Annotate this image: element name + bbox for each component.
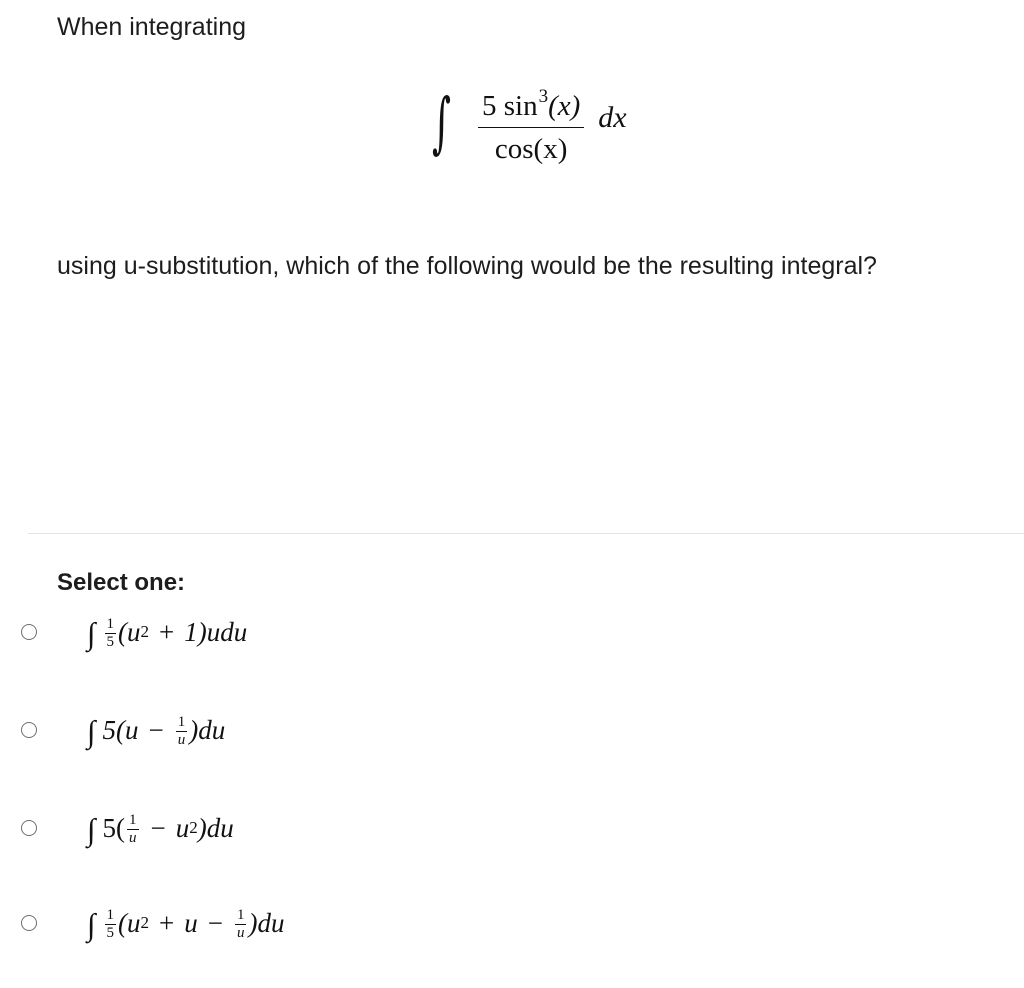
option-c-fraction-num: 1 — [129, 811, 137, 828]
option-b-lead: 5(u — [102, 714, 139, 745]
radio-button-a[interactable] — [21, 624, 37, 640]
option-a-fraction-den: 5 — [106, 633, 114, 650]
option-c-lead: 5( — [102, 812, 125, 843]
option-c-mid: u — [175, 812, 190, 843]
option-b-expression — [87, 712, 225, 748]
integral-expression — [432, 78, 627, 168]
option-d-fraction-1 — [105, 908, 117, 941]
option-a-open: (u — [118, 616, 141, 647]
option-b-fraction-den: u — [177, 731, 186, 748]
option-c-fraction-den: u — [129, 829, 137, 846]
option-c-integral-sign: ∫ — [87, 812, 96, 847]
option-d-fraction-2 — [235, 908, 247, 941]
section-divider — [28, 533, 1024, 534]
answer-option-c[interactable] — [21, 806, 234, 850]
option-c-expression — [87, 810, 234, 846]
question-prompt: using u-substitution, which of the following would be the resulting integral? — [57, 252, 877, 280]
option-c-operator: − — [150, 812, 166, 843]
question-intro: When integrating — [57, 13, 247, 41]
option-d-fraction-2-den: u — [236, 924, 245, 941]
option-d-tail: )du — [248, 907, 285, 938]
integral-sign: ∫ — [432, 84, 451, 161]
option-d-fraction-1-num: 1 — [106, 906, 114, 923]
integrand-fraction — [478, 80, 584, 166]
answer-option-b[interactable] — [21, 708, 225, 752]
differential: dx — [598, 101, 627, 134]
option-a-integral-sign: ∫ — [87, 616, 96, 651]
option-d-open: (u — [118, 907, 141, 938]
option-a-expression — [87, 614, 247, 650]
radio-button-b[interactable] — [21, 722, 37, 738]
radio-button-c[interactable] — [21, 820, 37, 836]
option-d-operator-1: + — [159, 907, 175, 938]
option-d-mid: u — [184, 907, 198, 938]
answer-option-a[interactable] — [21, 610, 247, 654]
option-a-exponent: 2 — [140, 622, 149, 641]
option-c-fraction — [127, 813, 139, 846]
option-b-operator: − — [148, 714, 164, 745]
select-one-label: Select one: — [57, 569, 186, 596]
option-d-operator-2: − — [207, 907, 223, 938]
radio-button-d[interactable] — [21, 915, 37, 931]
integrand-denominator: cos(x) — [494, 133, 568, 165]
option-a-tail: 1)udu — [184, 616, 248, 647]
numerator-function: sin — [503, 90, 538, 122]
integrand-numerator — [478, 80, 584, 128]
option-d-fraction-2-num: 1 — [236, 906, 245, 923]
option-d-expression — [87, 905, 284, 941]
option-d-exponent: 2 — [140, 913, 149, 932]
option-b-integral-sign: ∫ — [87, 714, 96, 749]
option-b-fraction-num: 1 — [177, 713, 186, 730]
option-a-fraction — [105, 617, 117, 650]
option-d-integral-sign: ∫ — [87, 907, 96, 942]
option-d-fraction-1-den: 5 — [106, 924, 114, 941]
option-b-fraction — [176, 715, 188, 748]
answer-option-d[interactable] — [21, 901, 284, 945]
numerator-coefficient: 5 — [482, 90, 497, 122]
numerator-argument: (x) — [548, 90, 581, 122]
option-a-operator: + — [159, 616, 175, 647]
numerator-exponent: 3 — [538, 86, 549, 107]
option-c-tail: )du — [197, 812, 234, 843]
option-c-exponent: 2 — [189, 818, 198, 837]
option-a-fraction-num: 1 — [106, 615, 114, 632]
option-b-tail: )du — [189, 714, 226, 745]
